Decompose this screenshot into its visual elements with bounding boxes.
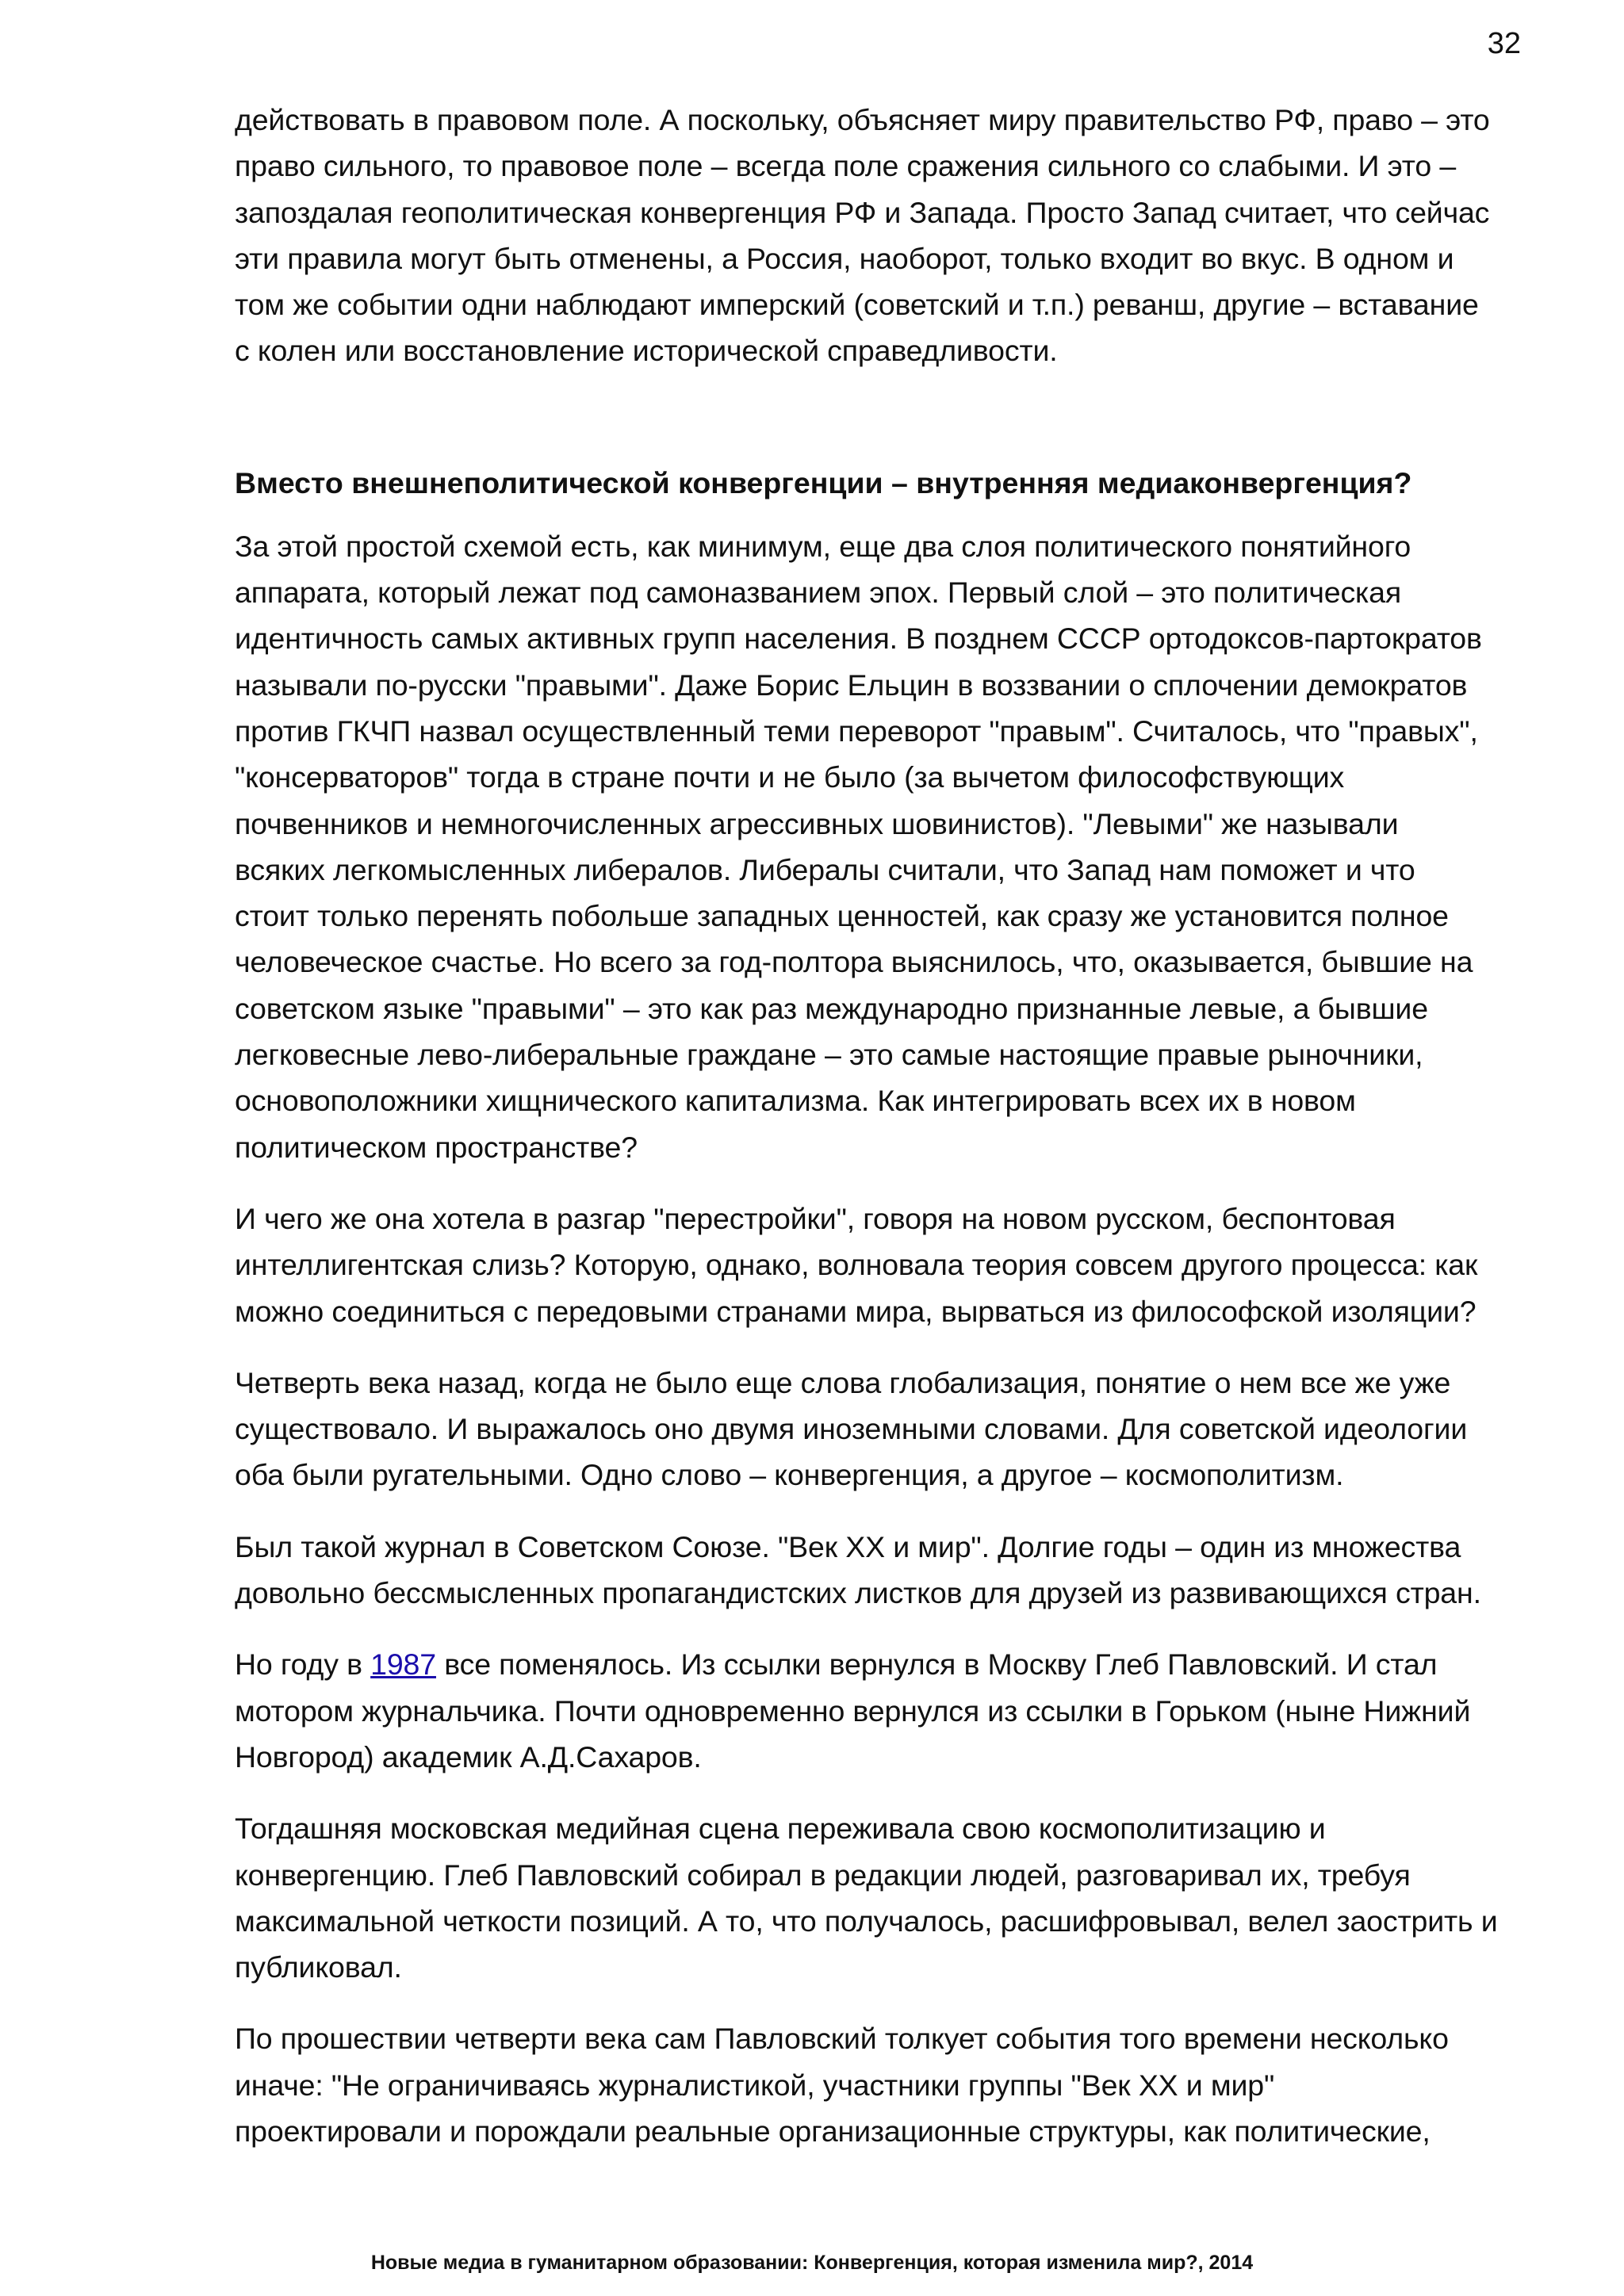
section-heading: Вместо внешнеполитической конвергенции – внутренняя медиаконвергенция?: [235, 465, 1412, 499]
page-footer: Новые медиа в гуманитарном образовании: Конвергенция, которая изменила мир?, 2014: [370, 2252, 1254, 2274]
text-line: иначе: "Не ограничиваясь журналистикой, участники группы "Век ХХ и мир": [235, 2068, 1275, 2102]
text-line: И чего же она хотела в разгар "перестройки", говоря на новом русском, беспонтовая: [235, 1201, 1396, 1235]
text-line: довольно бессмысленных пропагандистских листков для друзей из развивающихся стран.: [235, 1576, 1481, 1610]
text-line: Новгород) академик А.Д.Сахаров.: [235, 1739, 702, 1774]
paragraph-political-identity: [235, 523, 1519, 1170]
page-number: 32: [1487, 27, 1521, 60]
text-line: идентичность самых активных групп населения. В позднем СССР ортодоксов-партократов: [235, 622, 1482, 656]
text-line: легковесные лево-либеральные граждане – это самые настоящие правые рыночники,: [235, 1038, 1423, 1072]
text-line: против ГКЧП назвал осуществленный теми переворот "правым". Считалось, что "правых",: [235, 714, 1478, 748]
text-line: право сильного, то правовое поле – всегда поле сражения сильного со слабыми. И это –: [235, 149, 1457, 183]
text-line: [235, 1641, 1519, 1687]
text-line: том же событии одни наблюдают имперский (советский и т.п.) реванш, другие – вставание: [235, 288, 1479, 322]
text-line: Четверть века назад, когда не было еще слова глобализация, понятие о нем все же уже: [235, 1365, 1451, 1399]
paragraph-intro: [235, 97, 1519, 374]
year-link[interactable]: 1987: [370, 1647, 436, 1682]
link-lead-text: Но году в: [235, 1647, 371, 1682]
text-line: советском языке "правыми" – это как раз международно признанные левые, а бывшие: [235, 991, 1428, 1025]
text-line: называли по-русски "правыми". Даже Борис Ельцин в воззвании о сплочении демократов: [235, 668, 1468, 702]
paragraph-1987: [235, 1641, 1519, 1780]
text-line: Тогдашняя московская медийная сцена переживала свою космополитизацию и: [235, 1812, 1326, 1846]
text-line: публиковал.: [235, 1950, 402, 1984]
text-line: можно соединиться с передовыми странами мира, вырваться из философской изоляции?: [235, 1294, 1477, 1328]
text-line: с колен или восстановление исторической справедливости.: [235, 334, 1058, 368]
text-line: интеллигентская слизь? Которую, однако, волновала теория совсем другого процесса: как: [235, 1248, 1478, 1282]
text-line: аппарата, который лежат под самоназванием эпох. Первый слой – это политическая: [235, 576, 1401, 610]
text-line: основоположники хищнического капитализма. Как интегрировать всех их в новом: [235, 1084, 1356, 1118]
text-line: человеческое счастье. Но всего за год-полтора выяснилось, что, оказывается, бывшие на: [235, 945, 1473, 979]
paragraph-pavlovsky: [235, 2015, 1519, 2154]
text-line: "консерваторов" тогда в стране почти и не было (за вычетом философствующих: [235, 760, 1345, 794]
paragraph-perestroika: [235, 1196, 1519, 1334]
text-line: стоит только перенять побольше западных ценностей, как сразу же установится полное: [235, 899, 1449, 933]
link-trail-text: все поменялось. Из ссылки вернулся в Москву Глеб Павловский. И стал: [435, 1647, 1438, 1682]
paragraph-media-scene: [235, 1805, 1519, 1990]
text-line: всяких легкомысленных либералов. Либералы считали, что Запад нам поможет и что: [235, 852, 1415, 886]
text-line: почвенников и немногочисленных агрессивных шовинистов). "Левыми" же называли: [235, 806, 1399, 840]
text-line: Был такой журнал в Советском Союзе. "Век ХХ и мир". Долгие годы – один из множества: [235, 1529, 1461, 1563]
text-line: оба были ругательными. Одно слово – конвергенция, а другое – космополитизм.: [235, 1458, 1344, 1492]
text-line: мотором журнальчика. Почти одновременно вернулся из ссылки в Горьком (ныне Нижний: [235, 1693, 1471, 1728]
text-line: По прошествии четверти века сам Павловский толкует события того времени несколько: [235, 2022, 1449, 2056]
text-line: существовало. И выражалось оно двумя иноземными словами. Для советской идеологии: [235, 1412, 1468, 1446]
text-line: конвергенцию. Глеб Павловский собирал в редакции людей, разговаривал их, требуя: [235, 1858, 1411, 1892]
paragraph-globalization: [235, 1360, 1519, 1498]
text-line: проектировали и порождали реальные организационные структуры, как политические,: [235, 2114, 1431, 2148]
text-line: За этой простой схемой есть, как минимум, еще два слоя политического понятийного: [235, 529, 1411, 563]
text-line: запоздалая геополитическая конвергенция РФ и Запада. Просто Запад считает, что сейчас: [235, 195, 1490, 229]
paragraph-journal: [235, 1524, 1519, 1617]
text-line: максимальной четкости позиций. А то, что получалось, расшифровывал, велел заострить и: [235, 1904, 1498, 1938]
text-line: политическом пространстве?: [235, 1130, 638, 1164]
document-body: [235, 97, 1519, 2179]
text-line: действовать в правовом поле. А поскольку, объясняет миру правительство РФ, право – это: [235, 103, 1490, 136]
text-line: эти правила могут быть отменены, а Россия, наоборот, только входит во вкус. В одном и: [235, 241, 1454, 275]
